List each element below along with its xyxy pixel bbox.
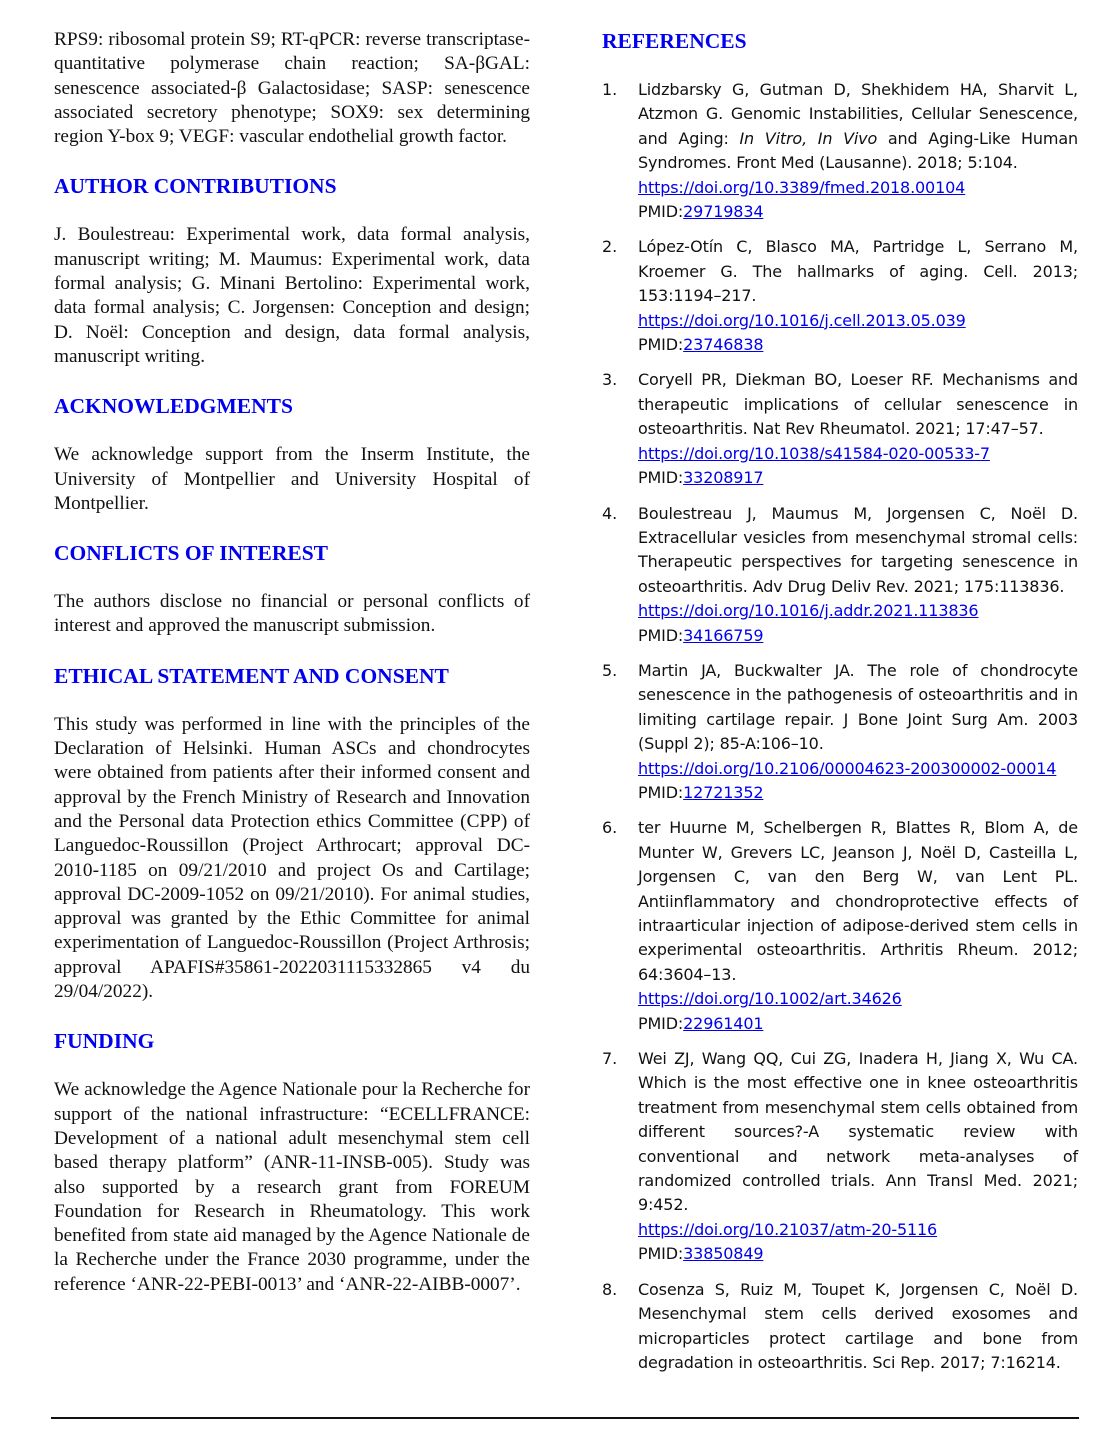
reference-item <box>602 816 1078 1036</box>
pmid-link[interactable]: 12721352 <box>683 782 764 802</box>
author-contributions-text: J. Boulestreau: Experimental work, data formal analysis, manuscript writing; M. Maumus: Experimental work, data formal analysis; G. Minani Bertolino: Experimental work, data formal analysis; C. Jorgensen: Conception and design; D. Noël: Conception and design, data formal analysis, manuscript writing. <box>54 224 530 367</box>
references-column <box>602 28 1078 1386</box>
conflicts-of-interest-text: The authors disclose no financial or personal conflicts of interest and approved the manuscript submission. <box>54 591 530 637</box>
reference-item <box>602 502 1078 648</box>
pmid-label: PMID: <box>638 202 684 222</box>
citation-text: Lidzbarsky G, Gutman D, Shekhidem HA, Sharvit L, Atzmon G. Genomic Instabilities, Cellular Senescence, and Aging: <box>638 80 1078 148</box>
doi-link[interactable]: https://doi.org/10.3389/fmed.2018.00104 <box>638 177 966 197</box>
pmid-link[interactable]: 34166759 <box>683 625 764 645</box>
reference-item <box>602 368 1078 490</box>
ethical-statement-text: This study was performed in line with the principles of the Declaration of Helsinki. Human ASCs and chondrocytes were obtained from patients after their informed consent and approval by the French Ministry of Research and Innovation and the Personal data Protection ethics Committee (CPP) of Languedoc-Roussillon (Project Arthrocart; approval DC-2010-1185 on 09/21/2010 and project Os and Cartilage; approval DC-2009-1052 on 09/21/2010). For animal studies, approval was granted by the Ethic Committee for animal experimentation of Languedoc-Roussillon (Project Arthrosis; approval APAFIS#35861-2022031115332865 v4 du 29/04/2022). <box>54 713 530 1003</box>
reference-item <box>602 235 1078 357</box>
reference-number: 4. <box>602 503 618 523</box>
reference-item <box>602 1278 1078 1376</box>
pmid-link[interactable]: 22961401 <box>683 1013 764 1033</box>
reference-number: 2. <box>602 237 618 257</box>
doi-link[interactable]: https://doi.org/10.1016/j.addr.2021.113836 <box>638 601 979 621</box>
citation-italic: In Vitro, In Vivo <box>739 128 878 148</box>
pmid-link[interactable]: 33850849 <box>683 1244 764 1264</box>
doi-link[interactable]: https://doi.org/10.2106/00004623-200300002-00014 <box>638 758 1057 778</box>
reference-item <box>602 78 1078 224</box>
reference-number: 5. <box>602 660 618 680</box>
pmid-link[interactable]: 33208917 <box>683 468 764 488</box>
funding-heading: FUNDING <box>54 1029 155 1054</box>
ethical-statement-heading: ETHICAL STATEMENT AND CONSENT <box>54 663 449 688</box>
funding-text: We acknowledge the Agence Nationale pour la Recherche for support of the national infrastructure: “ECELLFRANCE: Development of a national adult mesenchymal stem cell based therapy platform” (ANR-11-INSB-005). Study was also supported by a research grant from FOREUM Foundation for Research in Rheumatology. This work benefited from state aid managed by the Agence Nationale de la Recherche under the France 2030 programme, under the reference ‘ANR-22-PEBI-0013’ and ‘ANR-22-AIBB-0007’. <box>54 1079 530 1295</box>
reference-citation: Cosenza S, Ruiz M, Toupet K, Jorgensen C, Noël D. Mesenchymal stem cells derived exosomes and microparticles protect cartilage and bone from degradation in osteoarthritis. Sci Rep. 2017; 7:16214. <box>638 1279 1078 1372</box>
pmid-label: PMID: <box>638 625 684 645</box>
references-heading: REFERENCES <box>602 29 747 53</box>
reference-number: 8. <box>602 1279 618 1299</box>
pmid-label: PMID: <box>638 335 684 355</box>
reference-number: 6. <box>602 818 618 838</box>
reference-citation: Coryell PR, Diekman BO, Loeser RF. Mechanisms and therapeutic implications of cellular senescence in osteoarthritis. Nat Rev Rheumatol. 2021; 17:47–57. <box>638 370 1078 439</box>
reference-item <box>602 1047 1078 1267</box>
footer-divider <box>51 1417 1079 1419</box>
acknowledgments-heading: ACKNOWLEDGMENTS <box>54 394 293 419</box>
reference-citation: Wei ZJ, Wang QQ, Cui ZG, Inadera H, Jiang X, Wu CA. Which is the most effective one in knee osteoarthritis treatment from mesenchymal stem cells obtained from different sources?-A systematic review with conventional and network meta-analyses of randomized controlled trials. Ann Transl Med. 2021; 9:452. <box>638 1049 1078 1215</box>
left-column <box>54 28 530 1297</box>
pmid-link[interactable]: 23746838 <box>683 335 764 355</box>
reference-citation: Martin JA, Buckwalter JA. The role of chondrocyte senescence in the pathogenesis of osteoarthritis and in limiting cartilage repair. J Bone Joint Surg Am. 2003 (Suppl 2); 85-A:106–10. <box>638 660 1078 754</box>
reference-citation: ter Huurne M, Schelbergen R, Blattes R, Blom A, de Munter W, Grevers LC, Jeanson J, Noël D, Casteilla L, Jorgensen C, van den Berg W, van Lent PL. Antiinflammatory and chondroprotective effects of intraarticular injection of adipose-derived stem cells in experimental osteoarthritis. Arthritis Rheum. 2012; 64:3604–13. <box>638 818 1078 984</box>
pmid-label: PMID: <box>638 1013 684 1033</box>
doi-link[interactable]: https://doi.org/10.1016/j.cell.2013.05.039 <box>638 310 966 330</box>
reference-citation: López-Otín C, Blasco MA, Partridge L, Serrano M, Kroemer G. The hallmarks of aging. Cell. 2013; 153:1194–217. <box>638 237 1078 306</box>
pmid-label: PMID: <box>638 782 684 802</box>
reference-number: 7. <box>602 1049 618 1069</box>
acknowledgments-text: We acknowledge support from the Inserm Institute, the University of Montpellier and University Hospital of Montpellier. <box>54 444 530 514</box>
reference-item <box>602 659 1078 805</box>
reference-number: 3. <box>602 370 618 390</box>
abbreviations-paragraph: RPS9: ribosomal protein S9; RT-qPCR: reverse transcriptase-quantitative polymerase chain reaction; SA-βGAL: senescence associated-β Galactosidase; SASP: senescence associated secretory phenotype; SOX9: sex determining region Y-box 9; VEGF: vascular endothelial growth factor. <box>54 29 530 148</box>
references-list <box>602 78 1078 1375</box>
citation-text-after: and Aging-Like Human Syndromes. Front Med (Lausanne). 2018; 5:104. <box>638 128 1078 173</box>
pmid-label: PMID: <box>638 468 684 488</box>
reference-citation: Boulestreau J, Maumus M, Jorgensen C, Noël D. Extracellular vesicles from mesenchymal stromal cells: Therapeutic perspectives for targeting senescence in osteoarthritis. Adv Drug Deliv Rev. 2021; 175:113836. <box>638 503 1078 596</box>
reference-number: 1. <box>602 80 618 99</box>
author-contributions-heading: AUTHOR CONTRIBUTIONS <box>54 174 337 199</box>
doi-link[interactable]: https://doi.org/10.21037/atm-20-5116 <box>638 1219 938 1239</box>
pmid-label: PMID: <box>638 1244 684 1264</box>
doi-link[interactable]: https://doi.org/10.1038/s41584-020-00533-7 <box>638 443 990 463</box>
doi-link[interactable]: https://doi.org/10.1002/art.34626 <box>638 989 902 1009</box>
conflicts-of-interest-heading: CONFLICTS OF INTEREST <box>54 541 328 566</box>
pmid-link[interactable]: 29719834 <box>683 202 764 222</box>
reference-citation <box>638 80 1078 172</box>
